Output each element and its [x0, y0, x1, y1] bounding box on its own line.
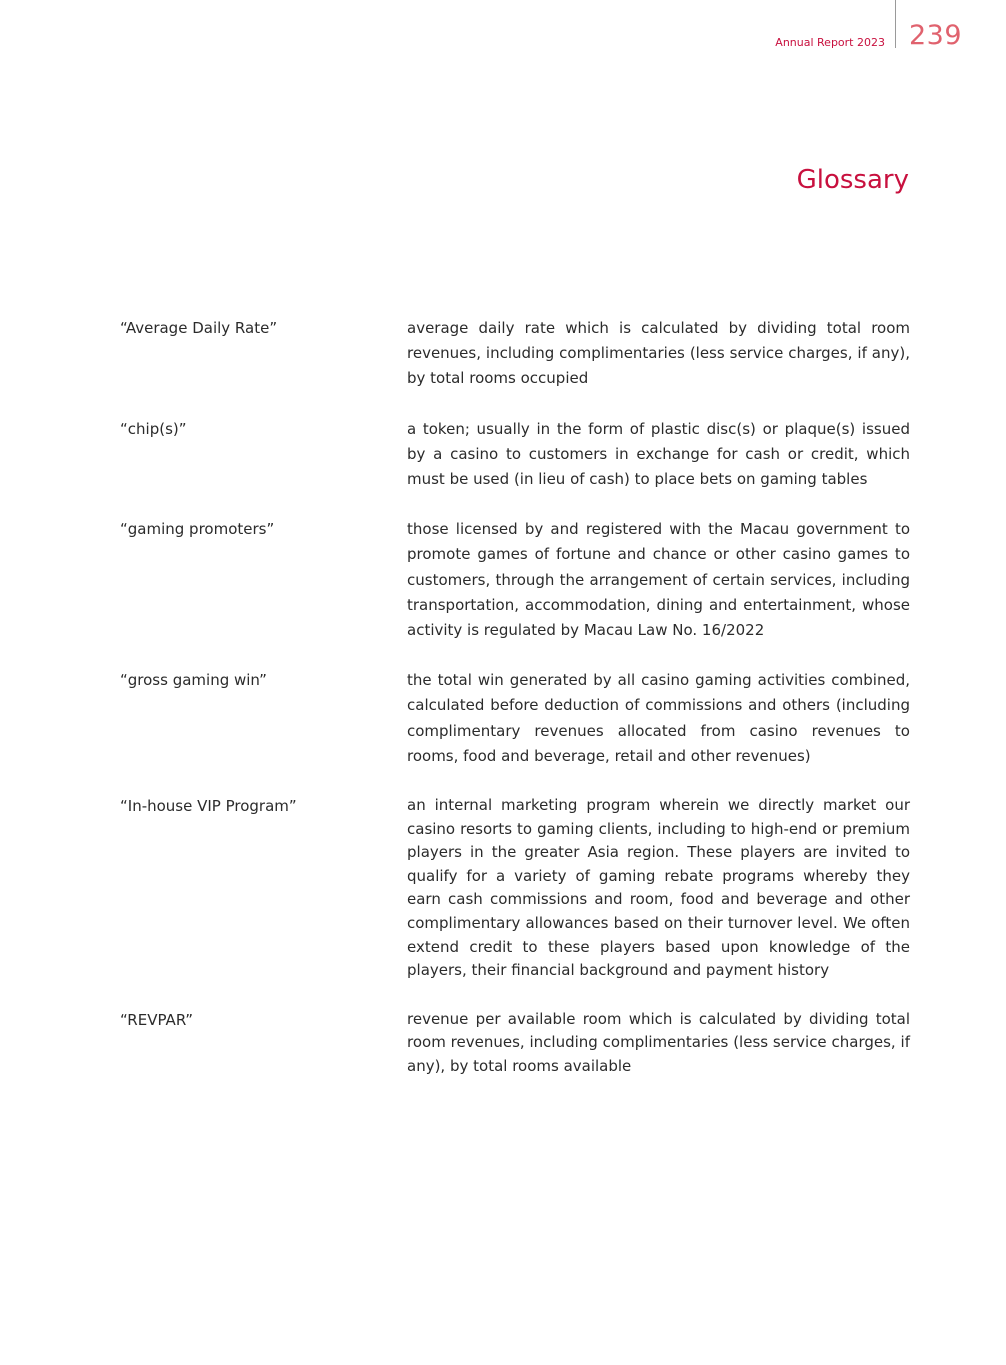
glossary-definition: an internal marketing program wherein we directly market our casino resorts to gaming clients, including to high-end or premium players in the greater Asia region. These players are invited to qualify for a variety of gaming rebate programs whereby they earn cash commissions and room, food and beverage and other complimentary allowances based on their turnover level. We often extend credit to these players based upon knowledge of the players, their financial background and payment history [407, 796, 910, 980]
glossary-term: “In-house VIP Program” [120, 797, 297, 816]
glossary-term: “REVPAR” [120, 1010, 194, 1029]
glossary-entry [120, 668, 910, 769]
glossary-entry [120, 794, 910, 983]
glossary-entry [120, 517, 910, 643]
glossary-definition: a token; usually in the form of plastic disc(s) or plaque(s) issued by a casino to customers in exchange for cash or credit, which must be used (in lieu of cash) to place bets on gaming tables [407, 419, 910, 489]
glossary-list [120, 316, 910, 1104]
glossary-definition: average daily rate which is calculated by dividing total room revenues, including complimentaries (less service charges, if any), by total rooms occupied [407, 319, 910, 388]
glossary-entry [120, 417, 910, 493]
header-divider [895, 0, 896, 48]
glossary-entry [120, 316, 910, 392]
glossary-term: “gaming promoters” [120, 520, 275, 539]
glossary-term: “Average Daily Rate” [120, 319, 278, 337]
glossary-definition: revenue per available room which is calculated by dividing total room revenues, including complimentaries (less service charges, if any), by total rooms available [407, 1009, 910, 1075]
glossary-definition: those licensed by and registered with the Macau government to promote games of fortune and chance or other casino games to customers, through the arrangement of certain services, including transportation, accommodation, dining and entertainment, whose activity is regulated by Macau Law No. 16/2022 [407, 520, 910, 640]
glossary-definition: the total win generated by all casino gaming activities combined, calculated before deduction of commissions and others (including complimentary revenues allocated from casino revenues to rooms, food and beverage, retail and other revenues) [407, 671, 910, 765]
glossary-entry [120, 1008, 910, 1079]
glossary-term: “chip(s)” [120, 419, 187, 438]
page-title: Glossary [796, 165, 909, 195]
page-number: 239 [909, 20, 963, 51]
glossary-term: “gross gaming win” [120, 671, 267, 690]
report-title: Annual Report 2023 [775, 36, 885, 49]
